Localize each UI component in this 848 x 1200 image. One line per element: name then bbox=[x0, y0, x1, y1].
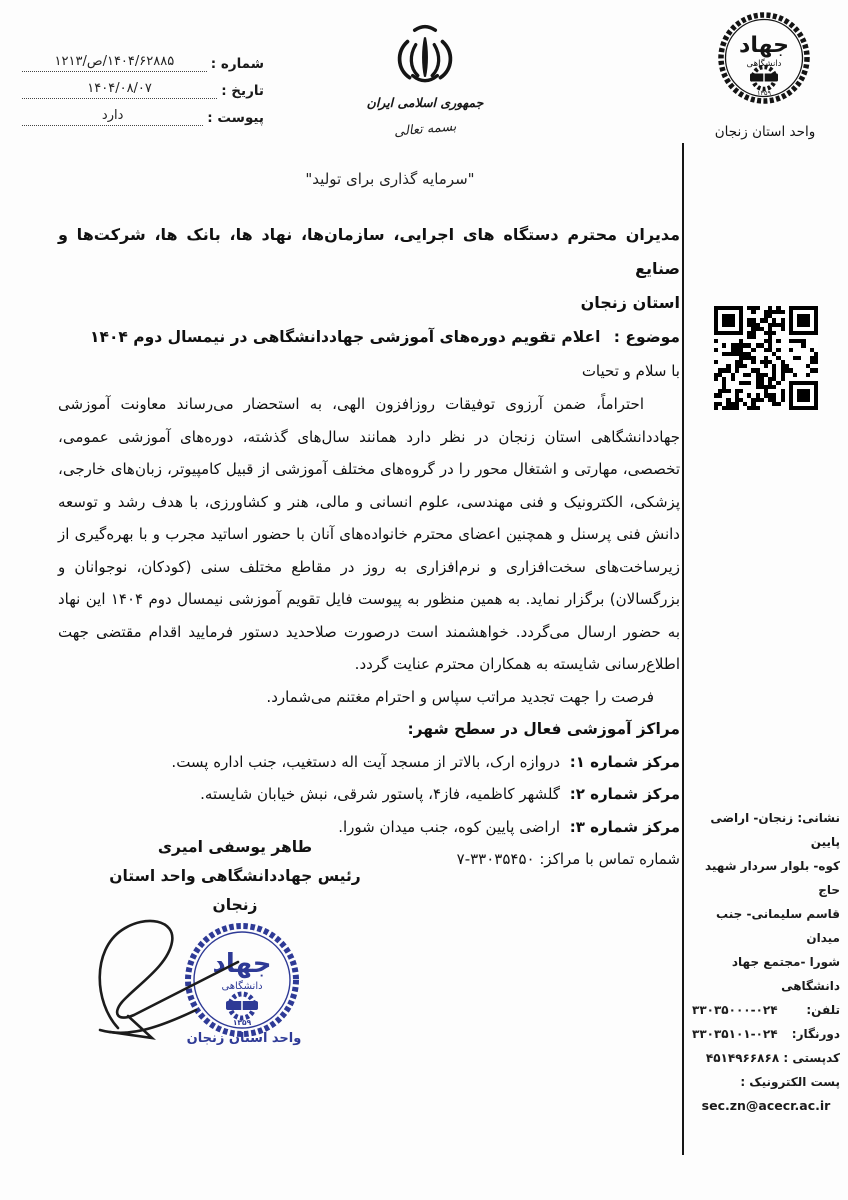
email-label: پست الکترونیک : bbox=[740, 1075, 840, 1089]
subject-label: موضوع : bbox=[613, 328, 680, 346]
center-2-label: مرکز شماره ۲: bbox=[569, 785, 680, 803]
stamp-caption: واحد استان زنجان bbox=[186, 1031, 302, 1046]
subject-text: اعلام تقویم دوره‌های آموزشی جهاددانشگاهی در نیمسال دوم ۱۴۰۴ bbox=[90, 328, 601, 346]
center-2-text: گلشهر کاظمیه، فاز۴، پاستور شرقی، نبش خیابان شایسته. bbox=[200, 785, 561, 803]
year-slogan: "سرمایه گذاری برای تولید" bbox=[305, 170, 475, 188]
ref-date-value: ۱۴۰۴/۰۸/۰۷ bbox=[22, 81, 217, 99]
iran-emblem-icon bbox=[383, 22, 467, 90]
jahad-logo-icon bbox=[717, 10, 811, 106]
centers-phone-label: شماره تماس با مراکز: bbox=[539, 850, 680, 868]
svg-text:۱۳۵۹: ۱۳۵۹ bbox=[757, 89, 771, 97]
fax-row bbox=[692, 1022, 840, 1046]
phone-label: تلفن: bbox=[806, 1003, 840, 1017]
ref-number-label: شماره : bbox=[210, 56, 264, 72]
center-row-2 bbox=[58, 778, 680, 811]
centers-heading: مراکز آموزشی فعال در سطح شهر: bbox=[407, 720, 680, 738]
unit-caption: واحد استان زنجان bbox=[714, 124, 816, 140]
contact-block bbox=[692, 806, 840, 1118]
subject-line bbox=[58, 320, 680, 354]
ref-attachment-label: پیوست : bbox=[207, 110, 264, 126]
fax-label: دورنگار: bbox=[791, 1027, 840, 1041]
phone-row bbox=[692, 998, 840, 1022]
center-3-label: مرکز شماره ۳: bbox=[569, 817, 680, 836]
country-caption: جمهوری اسلامی ایران bbox=[366, 95, 484, 110]
ref-attachment-value: دارد bbox=[22, 108, 203, 126]
body-paragraph: احتراماً، ضمن آرزوی توفیقات روزافزون الهی، به استحضار می‌رساند معاونت آموزشی جهاددانشگاهی استان زنجان در نظر دارد همانند سال‌های گذشته، دوره‌های آموزشی عمومی، تخصصی، مهارتی و اشتغال محور را در گروه‌های مختلف آموزشی از قبیل کامپیوتر، زبان‌های خارجی، پزشکی، الکترونیک و فنی مهندسی، علوم انسانی و مالی، هنر و کشاورزی، با هدف رشد و توسعه دانش فنی پرسنل و همچنین اعضای محترم خانواده‌های آنان با حضور اساتید مجرب و با بهره‌گیری از زیرساخت‌های سخت‌افزاری و نرم‌افزاری به روز در مقاطع مختلف سنی (کودکان، نوجوانان و بزرگسالان) برگزار نماید. به همین منظور به پیوست فایل تقویم آموزشی نیمسال دوم ۱۴۰۴ این نهاد به حضور ارسال می‌گردد. خواهشمند است درصورت صلاحدید دستور فرمایید اقدام مقتضی جهت اطلاع‌رسانی شایسته به همکاران محترم عنایت گردد. bbox=[58, 395, 681, 673]
centers-phone-value: ۳۳۰۳۵۴۵۰-۷ bbox=[456, 850, 535, 868]
closing-line: فرصت را جهت تجدید مراتب سپاس و احترام مغتنم می‌شمارد. bbox=[266, 687, 654, 706]
signer-title-line1: رئیس جهاددانشگاهی واحد استان bbox=[109, 867, 361, 885]
recipient-line-1: مدیران محترم دستگاه های اجرایی، سازمان‌ها، نهاد ها، بانک ها، شرکت‌ها و صنایع bbox=[58, 225, 680, 278]
ref-date-label: تاریخ : bbox=[221, 83, 264, 99]
ref-date-row bbox=[22, 81, 264, 99]
svg-text:دانشگاهی: دانشگاهی bbox=[221, 981, 263, 992]
bismillah-script: بسمه تعالی bbox=[393, 119, 457, 140]
ref-attachment-row bbox=[22, 108, 264, 126]
center-row-1 bbox=[58, 746, 680, 779]
postal-value: ۴۵۱۴۹۶۶۸۶۸ bbox=[705, 1051, 780, 1065]
recipient-line-2: استان زنجان bbox=[580, 293, 680, 312]
center-1-label: مرکز شماره ۱: bbox=[569, 752, 680, 771]
signature-block bbox=[70, 833, 400, 920]
svg-text:دانشگاهی: دانشگاهی bbox=[746, 59, 782, 69]
center-3-text: اراضی پایین کوه، جنب میدان شورا. bbox=[338, 817, 561, 836]
address-line-3: قاسم سلیمانی- جنب میدان bbox=[716, 907, 840, 945]
ref-number-value: ۱۴۰۴/۶۲۸۸۵/ص/۱۲۱۳ bbox=[22, 54, 207, 72]
address-line-1: نشانی: زنجان- اراضی پایین bbox=[710, 811, 840, 849]
reference-block bbox=[22, 54, 264, 135]
qr-code bbox=[714, 306, 818, 410]
fax-value: ۳۳۰۳۵۱۰۱-۰۲۴ bbox=[692, 1027, 778, 1041]
signer-title-line2: زنجان bbox=[212, 896, 258, 914]
signer-name: طاهر یوسفی امیری bbox=[157, 838, 313, 856]
ref-number-row bbox=[22, 54, 264, 72]
national-emblem-block bbox=[310, 22, 540, 140]
org-logo bbox=[717, 10, 811, 106]
salutation: با سلام و تحیات bbox=[581, 362, 680, 380]
postal-label: کدپستی : bbox=[783, 1051, 840, 1065]
vertical-divider bbox=[682, 143, 684, 1155]
svg-text:جهاد: جهاد bbox=[739, 33, 789, 58]
postal-row bbox=[692, 1046, 840, 1070]
center-1-text: دروازه ارک، بالاتر از مسجد آیت اله دستغیب، جنب اداره پست. bbox=[171, 752, 561, 771]
svg-text:جهاد: جهاد bbox=[212, 949, 272, 979]
address-line-4: شورا -مجتمع جهاد دانشگاهی bbox=[731, 955, 840, 993]
svg-text:۱۳۵۹: ۱۳۵۹ bbox=[232, 1018, 252, 1027]
letter-body bbox=[58, 218, 680, 876]
email-value: sec.zn@acecr.ac.ir bbox=[701, 1098, 831, 1113]
phone-value: ۳۳۰۳۵۰۰۰-۰۲۴ bbox=[692, 1003, 778, 1017]
address-line-2: کوه- بلوار سردار شهید حاج bbox=[704, 859, 840, 897]
